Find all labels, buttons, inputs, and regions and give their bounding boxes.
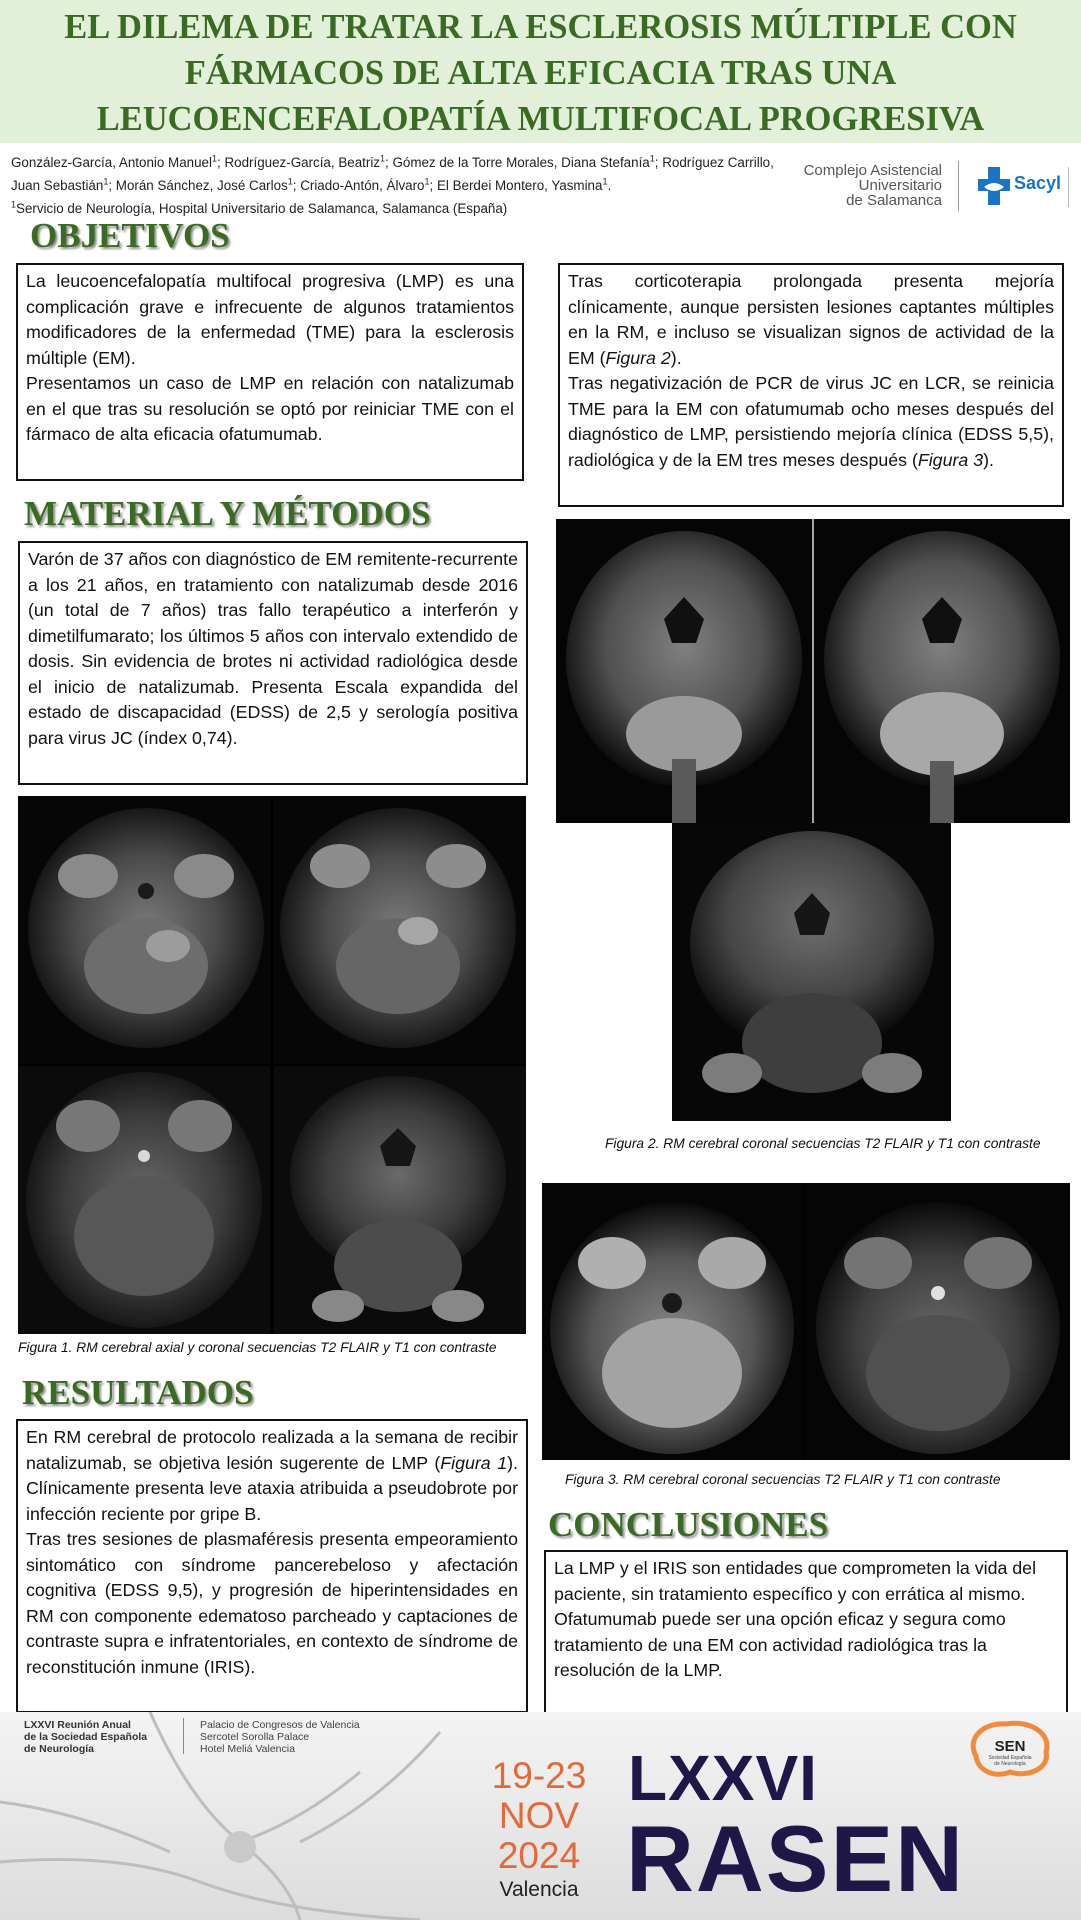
sen-logo: SEN Sociedad Española de Neurología	[966, 1718, 1054, 1780]
objetivos-box	[16, 263, 524, 481]
figure-2-flair	[556, 519, 1070, 823]
material-paragraph: Varón de 37 años con diagnóstico de EM remitente-recurrente a los 21 años, en tratamiento con natalizumab desde 2016 (un total de 7 años) tras fallo terapéutico a interferón y dimetilfumarato; los últimos 5 años con intervalo extendido de dosis. Sin evidencia de brotes ni actividad radiológica desde el inicio de natalizumab. Presenta Escala expandida del estado de discapacidad (EDSS) de 2,5 y serología positiva para virus JC (índex 0,74).	[28, 549, 518, 748]
author: Morán Sánchez, José Carlos$^1$;	[115, 176, 301, 194]
figure-2-flair-image	[556, 519, 1070, 823]
event-edition: LXXVI	[628, 1742, 818, 1814]
figure-1-caption: Figura 1. RM cerebral axial y coronal secuencias T2 FLAIR y T1 con contraste	[18, 1340, 497, 1355]
objetivos-paragraph: Presentamos un caso de LMP en relación con natalizumab en el que tras su resolución se optó por reiniciar TME con el fármaco de alta eficacia ofatumumab.	[26, 373, 514, 444]
heading-material-metodos: MATERIAL Y MÉTODOS	[24, 494, 431, 533]
hospital-logo-text: Complejo Asistencial Universitario de Salamanca	[803, 162, 942, 209]
author: Gómez de la Torre Morales, Diana Stefanía$^1$;	[392, 154, 663, 171]
figure-1-image	[18, 796, 526, 1334]
conclusiones-paragraph: Ofatumumab puede ser una opción eficaz y segura como tratamiento de una EM con actividad radiológica tras la resolución de la LMP.	[554, 1609, 1006, 1680]
conclusiones-paragraph: La LMP y el IRIS son entidades que comprometen la vida del paciente, sin tratamiento específico y con errática al mismo.	[554, 1558, 1037, 1604]
meeting-venues: Palacio de Congresos de Valencia Sercotel Sorolla Palace Hotel Meliá Valencia	[200, 1719, 360, 1755]
sacyl-icon	[976, 165, 1012, 207]
logo-divider	[958, 161, 959, 211]
resultados-paragraph: En RM cerebral de protocolo realizada a la semana de recibir natalizumab, se objetiva lesión sugerente de LMP (Figura 1). Clínicamente presenta leve ataxia atribuida a pseudobrote por infección reciente por gripe B.	[26, 1427, 519, 1524]
footer-banner	[0, 1712, 1081, 1920]
author: El Berdei Montero, Yasmina$^1$.	[436, 176, 612, 194]
author: Rodríguez-García, Beatriz$^1$;	[224, 154, 393, 171]
objetivos-paragraph: La leucoencefalopatía multifocal progresiva (LMP) es una complicación grave e infrecuente de algunos tratamientos modificadores de la enfermedad (TME) para la esclerosis múltiple (EM).	[26, 271, 514, 368]
author: Criado-Antón, Álvaro$^1$;	[300, 176, 437, 194]
evolucion-paragraph: Tras negativización de PCR de virus JC en LCR, se reinicia TME para la EM con ofatumumab ocho meses después del diagnóstico de LMP, persistiendo mejoría clínica (EDSS 5,5), radiológica y de la EM tres meses después (Figura 3).	[568, 373, 1054, 470]
author-list	[11, 150, 801, 219]
figure-3-caption: Figura 3. RM cerebral coronal secuencias T2 FLAIR y T1 con contraste	[565, 1472, 1001, 1487]
logo-edge	[1068, 167, 1069, 207]
author: Rodríguez Carrillo, Juan Sebastián$^1$;	[11, 155, 774, 194]
resultados-box	[16, 1419, 528, 1713]
figure-2-caption: Figura 2. RM cerebral coronal secuencias T2 FLAIR y T1 con contraste	[605, 1136, 1041, 1151]
author: González-García, Antonio Manuel$^1$;	[11, 154, 225, 171]
sacyl-logo-text: Sacyl	[1014, 173, 1062, 193]
event-name: RASEN	[626, 1806, 966, 1911]
figure-1-mri	[18, 796, 526, 1334]
footer-divider	[183, 1718, 184, 1754]
resultados-paragraph: Tras tres sesiones de plasmaféresis presenta empeoramiento sintomático con síndrome pancerebeloso y afectación cognitiva (EDSS 9,5), y progresión de hiperintensidades en RM con componente edematoso parcheado y captaciones de contraste supra e infratentoriales, en contexto de síndrome de reconstitución inmune (IRIS).	[26, 1529, 518, 1677]
figure-2-t1	[672, 823, 951, 1121]
conclusiones-box	[544, 1550, 1068, 1714]
heading-resultados: RESULTADOS	[22, 1373, 254, 1412]
evolucion-paragraph: Tras corticoterapia prolongada presenta mejoría clínicamente, aunque persisten lesiones captantes múltiples en la RM, e incluso se visualizan signos de actividad de la EM (Figura 2).	[568, 271, 1054, 368]
event-dates: 19-23 NOV 2024	[491, 1755, 587, 1876]
evolucion-box	[558, 263, 1064, 507]
figure-3-image	[542, 1183, 1070, 1460]
event-city: Valencia	[499, 1878, 579, 1901]
affiliation: $^1$Servicio de Neurología, Hospital Universitario de Salamanca, Salamanca (España)	[11, 199, 508, 217]
institution-logos	[800, 155, 1070, 219]
figure-2-t1-image	[672, 823, 951, 1121]
poster-title: EL DILEMA DE TRATAR LA ESCLEROSIS MÚLTIPLE CON FÁRMACOS DE ALTA EFICACIA TRAS UNA LEUCOENCEFALOPATÍA MULTIFOCAL PROGRESIVA	[64, 8, 1017, 138]
heading-conclusiones: CONCLUSIONES	[548, 1505, 829, 1544]
figure-3-mri	[542, 1183, 1070, 1460]
material-box	[18, 541, 528, 785]
heading-objetivos: OBJETIVOS	[30, 216, 230, 255]
meeting-name: LXXVI Reunión Anual de la Sociedad Española de Neurología	[24, 1719, 148, 1755]
